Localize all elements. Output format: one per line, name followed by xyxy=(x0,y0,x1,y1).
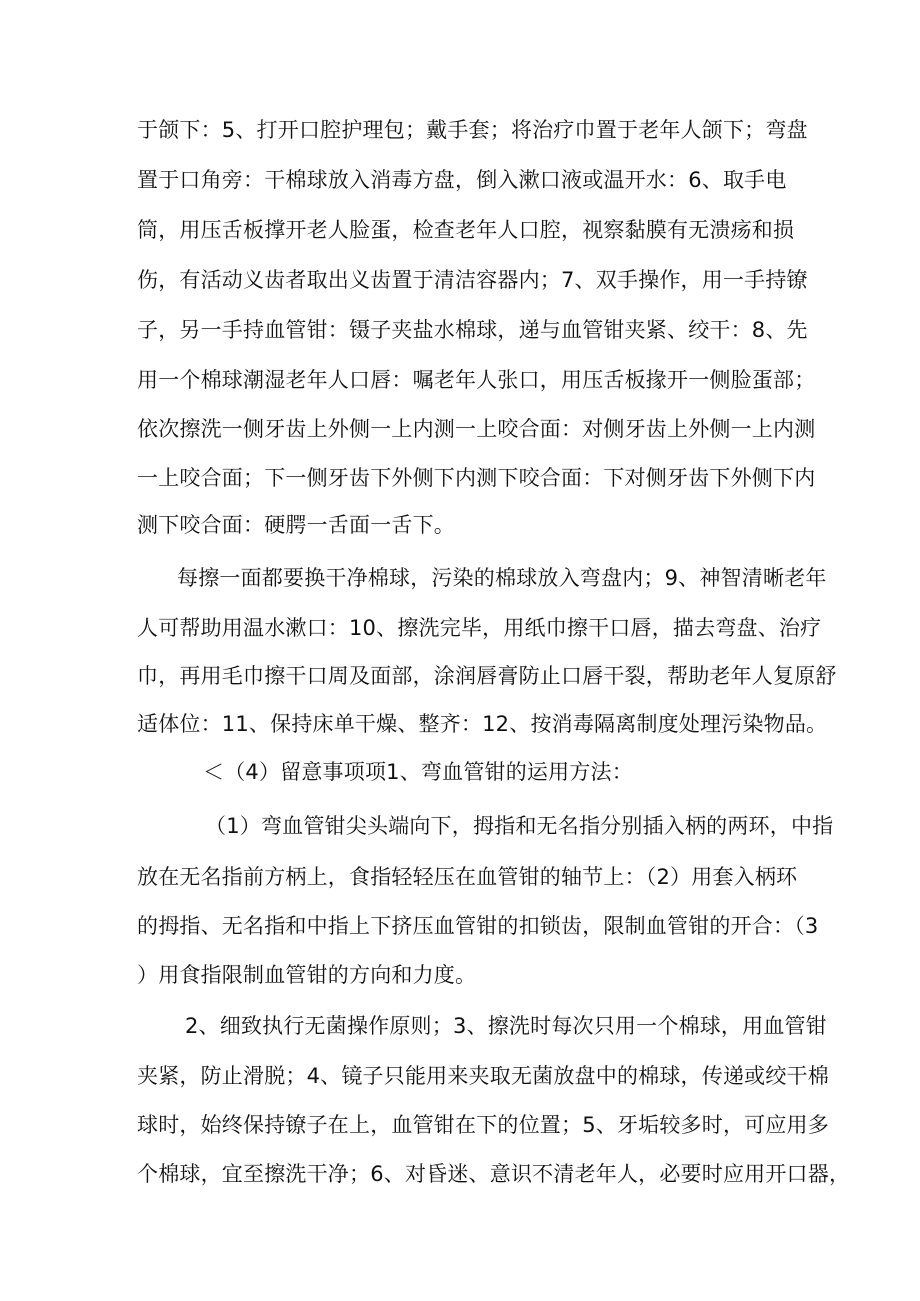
paragraph-first-line: （1）弯血管钳尖头端向下，拇指和无名指分别插入柄的两环，中指 xyxy=(205,814,834,838)
text-line: 置于口角旁：干棉球放入消毒方盘，倒入漱口液或温开水：6、取手电 xyxy=(137,168,787,192)
text-line: 的拇指、无名指和中指上下挤压血管钳的扣锁齿，限制血管钳的开合：（3 xyxy=(137,914,819,938)
text-line: 个棉球，宜至擦洗干净；6、对昏迷、意识不清老年人，必要时应用开口器， xyxy=(137,1162,851,1186)
text-line: 球时，始终保持镣子在上，血管钳在下的位置；5、牙垢较多时，可应用多 xyxy=(137,1113,829,1137)
text-line: ）用食指限制血管钳的方向和力度。 xyxy=(137,963,477,987)
text-line: 一上咬合面；下一侧牙齿下外侧下内测下咬合面：下对侧牙齿下外侧下内 xyxy=(137,466,816,490)
text-line: 于颌下：5、打开口腔护理包；戴手套；将治疗巾置于老年人颌下；弯盘 xyxy=(137,118,808,142)
text-line: 用一个棉球潮湿老年人口唇：嘱老年人张口，用压舌板掾开一侧脸蛋部； xyxy=(137,368,816,392)
section-heading: ＜（4）留意事项项1、弯血管钳的运用方法： xyxy=(203,760,633,784)
text-line: 依次擦洗一侧牙齿上外侧一上内测一上咬合面：对侧牙齿上外侧一上内测 xyxy=(137,417,816,441)
text-line: 巾，再用毛巾擦干口周及面部，涂润唇膏防止口唇干裂，帮助老年人复原舒 xyxy=(137,664,837,688)
paragraph-first-line: 2、细致执行无菌操作原则；3、擦洗时每次只用一个棉球，用血管钳 xyxy=(185,1014,827,1038)
paragraph-first-line: 每擦一面都要换干净棉球，污染的棉球放入弯盘内；9、神智清晰老年 xyxy=(177,566,827,590)
text-line: 筒，用压舌板撑开老人脸蛋，检查老年人口腔，视察黏膜有无溃疡和损 xyxy=(137,218,795,242)
text-line: 适体位：11、保持床单干燥、整齐：12、按消毒隔离制度处理污染物品。 xyxy=(137,712,828,736)
text-line: 人可帮助用温水漱口：10、擦洗完毕，用纸巾擦干口唇，描去弯盘、治疗 xyxy=(137,616,822,640)
text-line: 放在无名指前方柄上，食指轻轻压在血管钳的轴节上：（2）用套入柄环 xyxy=(137,865,798,889)
text-line: 子，另一手持血管钳：镊子夹盐水棉球，递与血管钳夹紧、绞干：8、先 xyxy=(137,318,808,342)
text-line: 伤，有活动义齿者取出义齿置于清洁容器内；7、双手操作，用一手持镣 xyxy=(137,268,808,292)
text-line: 夹紧，防止滑脱；4、镜子只能用来夹取无菌放盘中的棉球，传递或绞干棉 xyxy=(137,1064,829,1088)
text-line: 测下咬合面：硬腭一舌面一舌下。 xyxy=(137,513,455,537)
